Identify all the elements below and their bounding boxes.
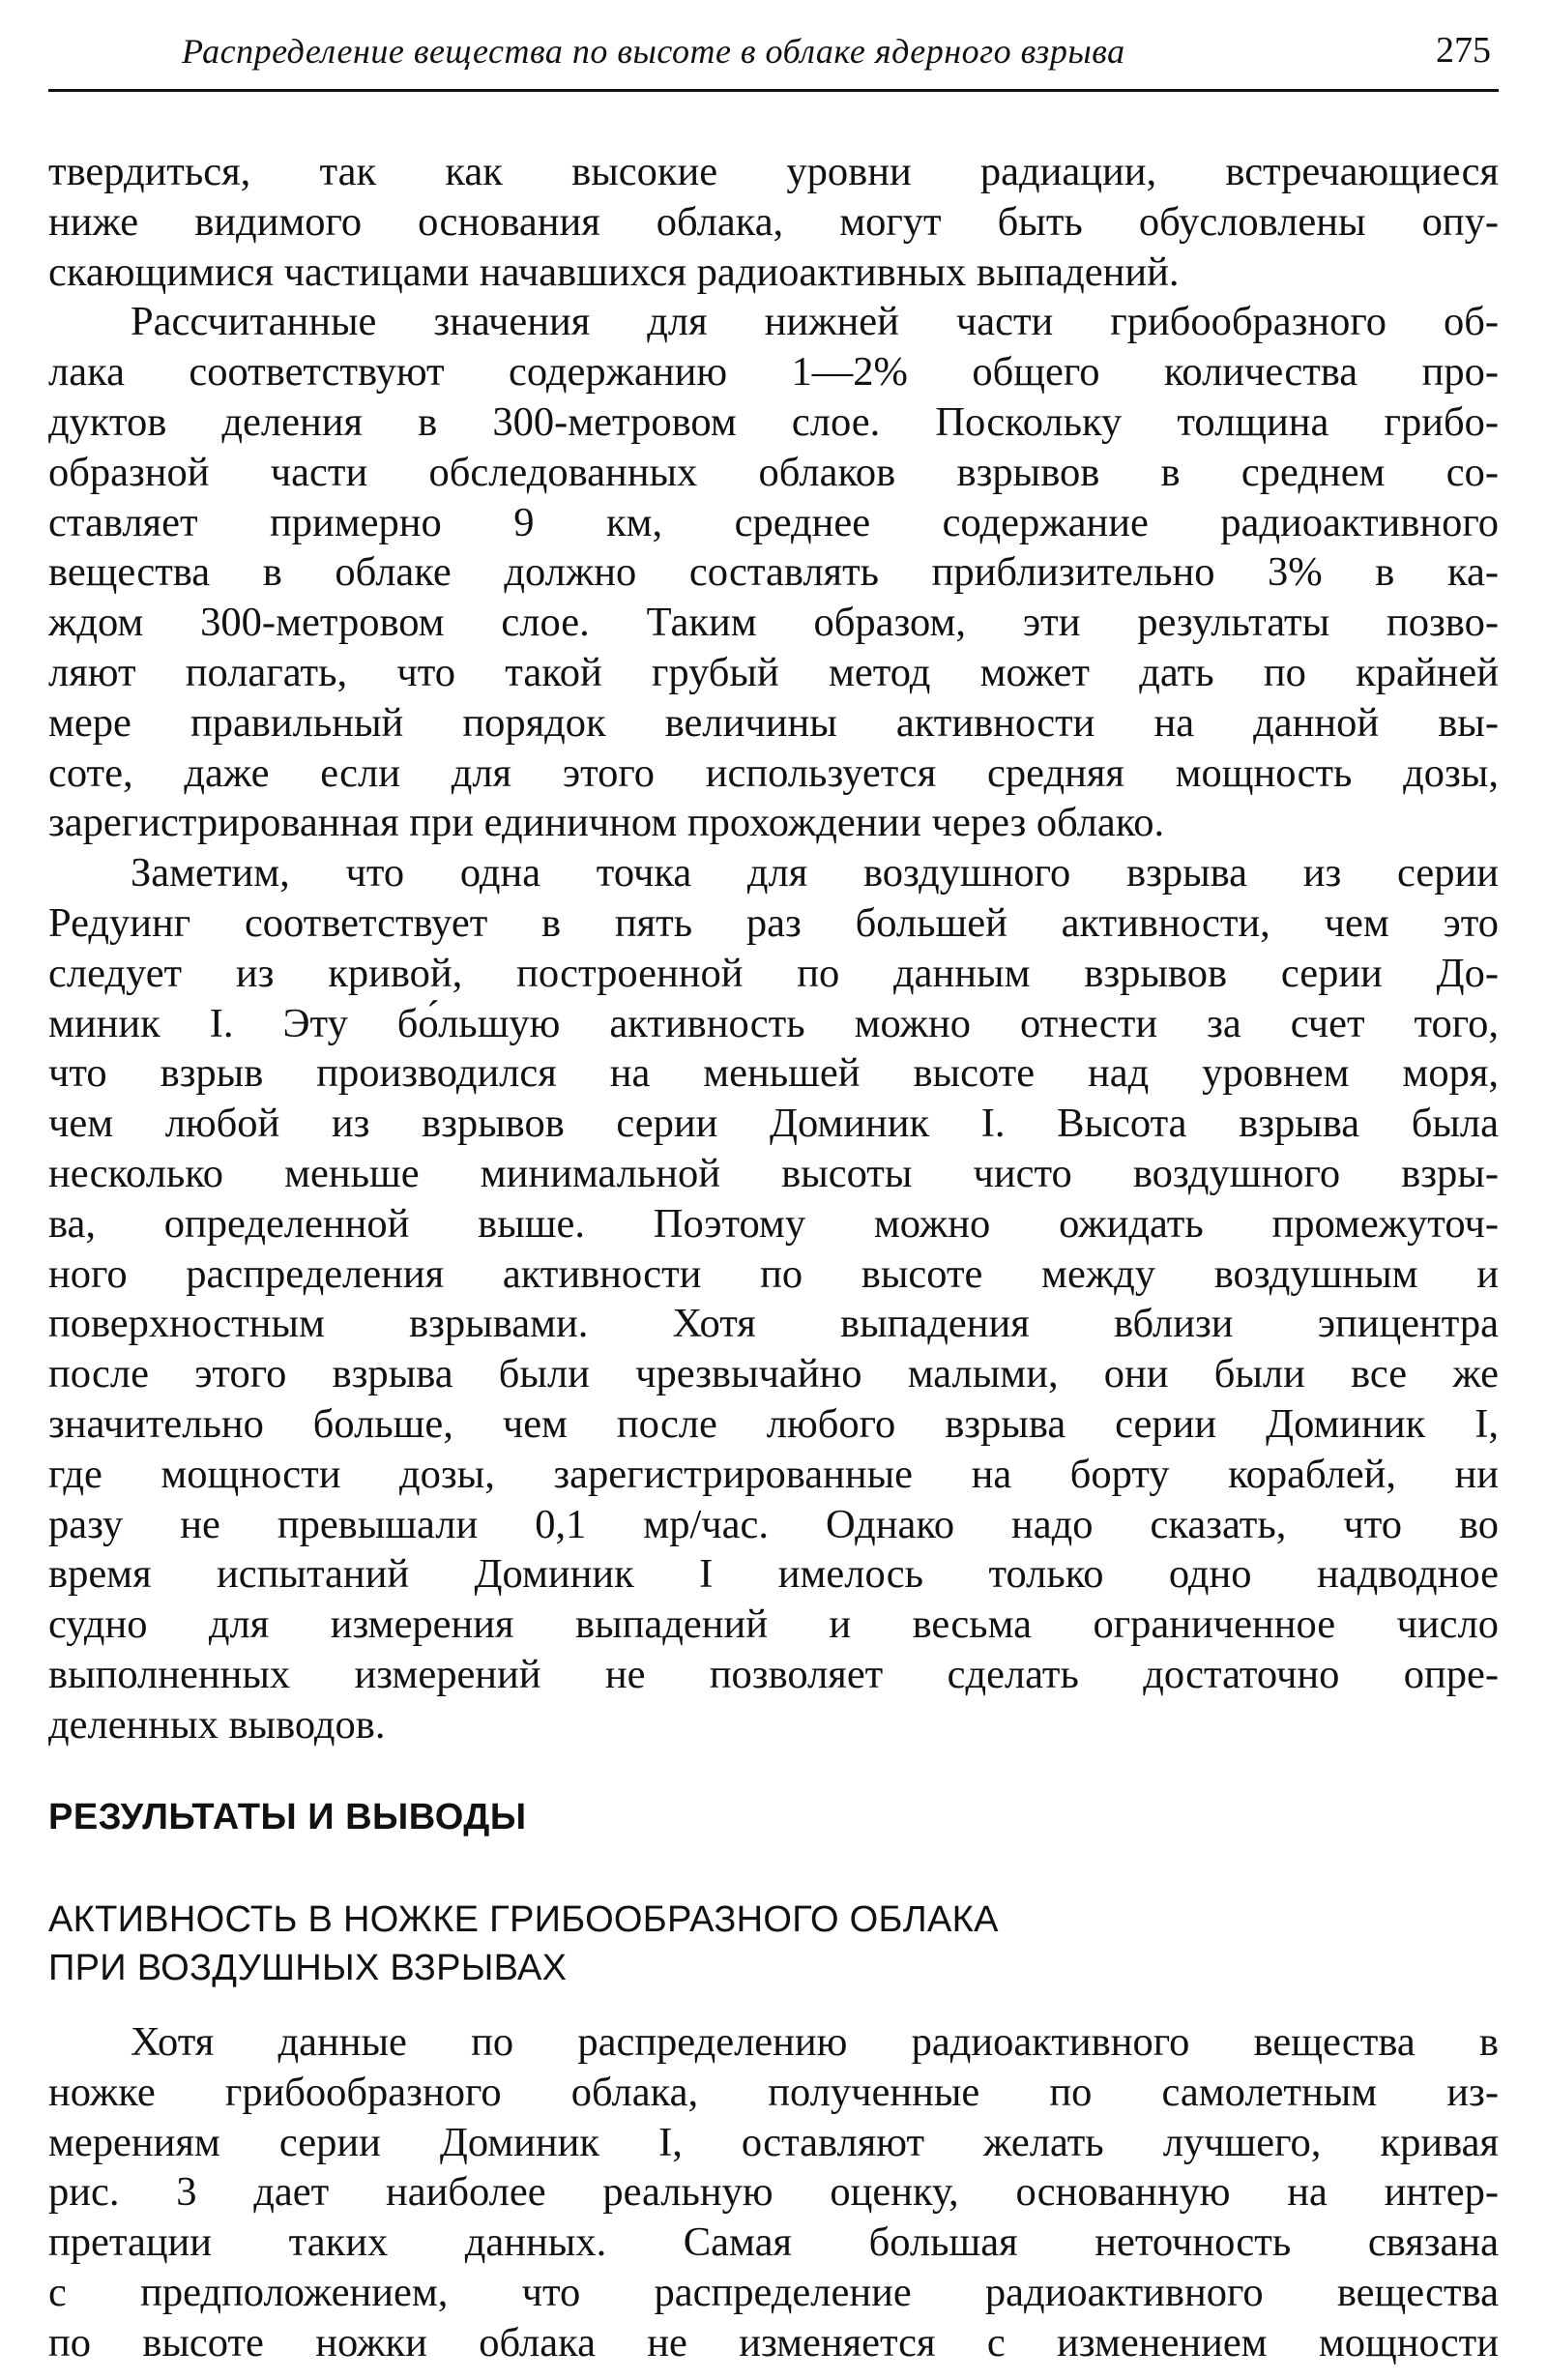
text-line: деленных выводов. xyxy=(48,1701,386,1748)
text-line: выполненных измерений не позволяет сделать достаточно опре- xyxy=(48,1651,1499,1697)
text-line: зарегистрированная при единичном прохождении через облако. xyxy=(48,800,1165,846)
text-line: скающимися частицами начавшихся радиоактивных выпадений. xyxy=(48,249,1180,295)
subsection-heading-line: ПРИ ВОЗДУШНЫХ ВЗРЫВАХ xyxy=(48,1948,568,1988)
text-line: твердиться, так как высокие уровни радиации, встречающиеся xyxy=(48,149,1499,194)
text-line: мере правильный порядок величины активности на данной вы- xyxy=(48,699,1499,746)
text-line: миник I. Эту бо́льшую активность можно отнести за счет того, xyxy=(48,1000,1499,1046)
text-line: вещества в облаке должно составлять приблизительно 3% в ка- xyxy=(48,549,1499,596)
text-line: после этого взрыва были чрезвычайно малыми, они были все же xyxy=(48,1351,1499,1397)
text-line: значительно больше, чем после любого взрыва серии Доминик I, xyxy=(48,1400,1499,1447)
text-line: Рассчитанные значения для нижней части грибообразного об- xyxy=(131,299,1499,345)
text-line: ляют полагать, что такой грубый метод может дать по крайней xyxy=(48,649,1499,695)
text-line: рис. 3 дает наиболее реальную оценку, основанную на интер- xyxy=(48,2169,1499,2216)
text-line: где мощности дозы, зарегистрированные на борту кораблей, ни xyxy=(48,1451,1499,1497)
text-line: Редуинг соответствует в пять раз большей активности, чем это xyxy=(48,899,1499,946)
text-line: с предположением, что распределение радиоактивного вещества xyxy=(48,2269,1499,2315)
text-line: образной части обследованных облаков взрывов в среднем со- xyxy=(48,449,1499,495)
page-number: 275 xyxy=(1436,30,1491,71)
text-line: ного распределения активности по высоте между воздушным и xyxy=(48,1250,1499,1297)
text-line: ставляет примерно 9 км, среднее содержание радиоактивного xyxy=(48,499,1499,545)
subsection-heading-line: АКТИВНОСТЬ В НОЖКЕ ГРИБООБРАЗНОГО ОБЛАКА xyxy=(48,1899,999,1940)
text-line: следует из кривой, построенной по данным взрывов серии До- xyxy=(48,950,1499,996)
text-line: ждом 300-метровом слое. Таким образом, эти результаты позво- xyxy=(48,600,1499,646)
text-line: соте, даже если для этого используется средняя мощность дозы, xyxy=(48,749,1499,796)
text-line: поверхностным взрывами. Хотя выпадения вблизи эпицентра xyxy=(48,1301,1499,1347)
body-text-block-1 xyxy=(48,147,1499,1750)
running-header-title: Распределение вещества по высоте в облаке ядерного взрыва xyxy=(182,32,1125,71)
text-line: судно для измерения выпадений и весьма ограниченное число xyxy=(48,1601,1499,1648)
text-line: чем любой из взрывов серии Доминик I. Высота взрыва была xyxy=(48,1101,1499,1147)
text-line: претации таких данных. Самая большая неточность связана xyxy=(48,2219,1499,2266)
text-line: ножке грибообразного облака, полученные по самолетным из- xyxy=(48,2069,1499,2115)
text-line: что взрыв производился на меньшей высоте над уровнем моря, xyxy=(48,1050,1499,1097)
text-line: разу не превышали 0,1 мр/час. Однако надо сказать, что во xyxy=(48,1501,1499,1547)
body-text-block-2 xyxy=(48,2017,1499,2368)
section-heading: РЕЗУЛЬТАТЫ И ВЫВОДЫ xyxy=(48,1797,527,1837)
subsection-heading xyxy=(48,1895,999,1992)
text-line: дуктов деления в 300-метровом слое. Поскольку толщина грибо- xyxy=(48,398,1499,445)
running-header xyxy=(48,27,1499,92)
text-line: Хотя данные по распределению радиоактивного вещества в xyxy=(131,2019,1499,2065)
text-line: время испытаний Доминик I имелось только одно надводное xyxy=(48,1551,1499,1598)
text-line: по высоте ножки облака не изменяется с изменением мощности xyxy=(48,2319,1499,2365)
text-line: Заметим, что одна точка для воздушного взрыва из серии xyxy=(131,850,1499,896)
text-line: мерениям серии Доминик I, оставляют желать лучшего, кривая xyxy=(48,2119,1499,2165)
text-line: ва, определенной выше. Поэтому можно ожидать промежуточ- xyxy=(48,1200,1499,1247)
text-line: несколько меньше минимальной высоты чисто воздушного взры- xyxy=(48,1150,1499,1196)
text-line: ниже видимого основания облака, могут быть обусловлены опу- xyxy=(48,198,1499,245)
text-line: лака соответствуют содержанию 1—2% общего количества про- xyxy=(48,349,1499,396)
